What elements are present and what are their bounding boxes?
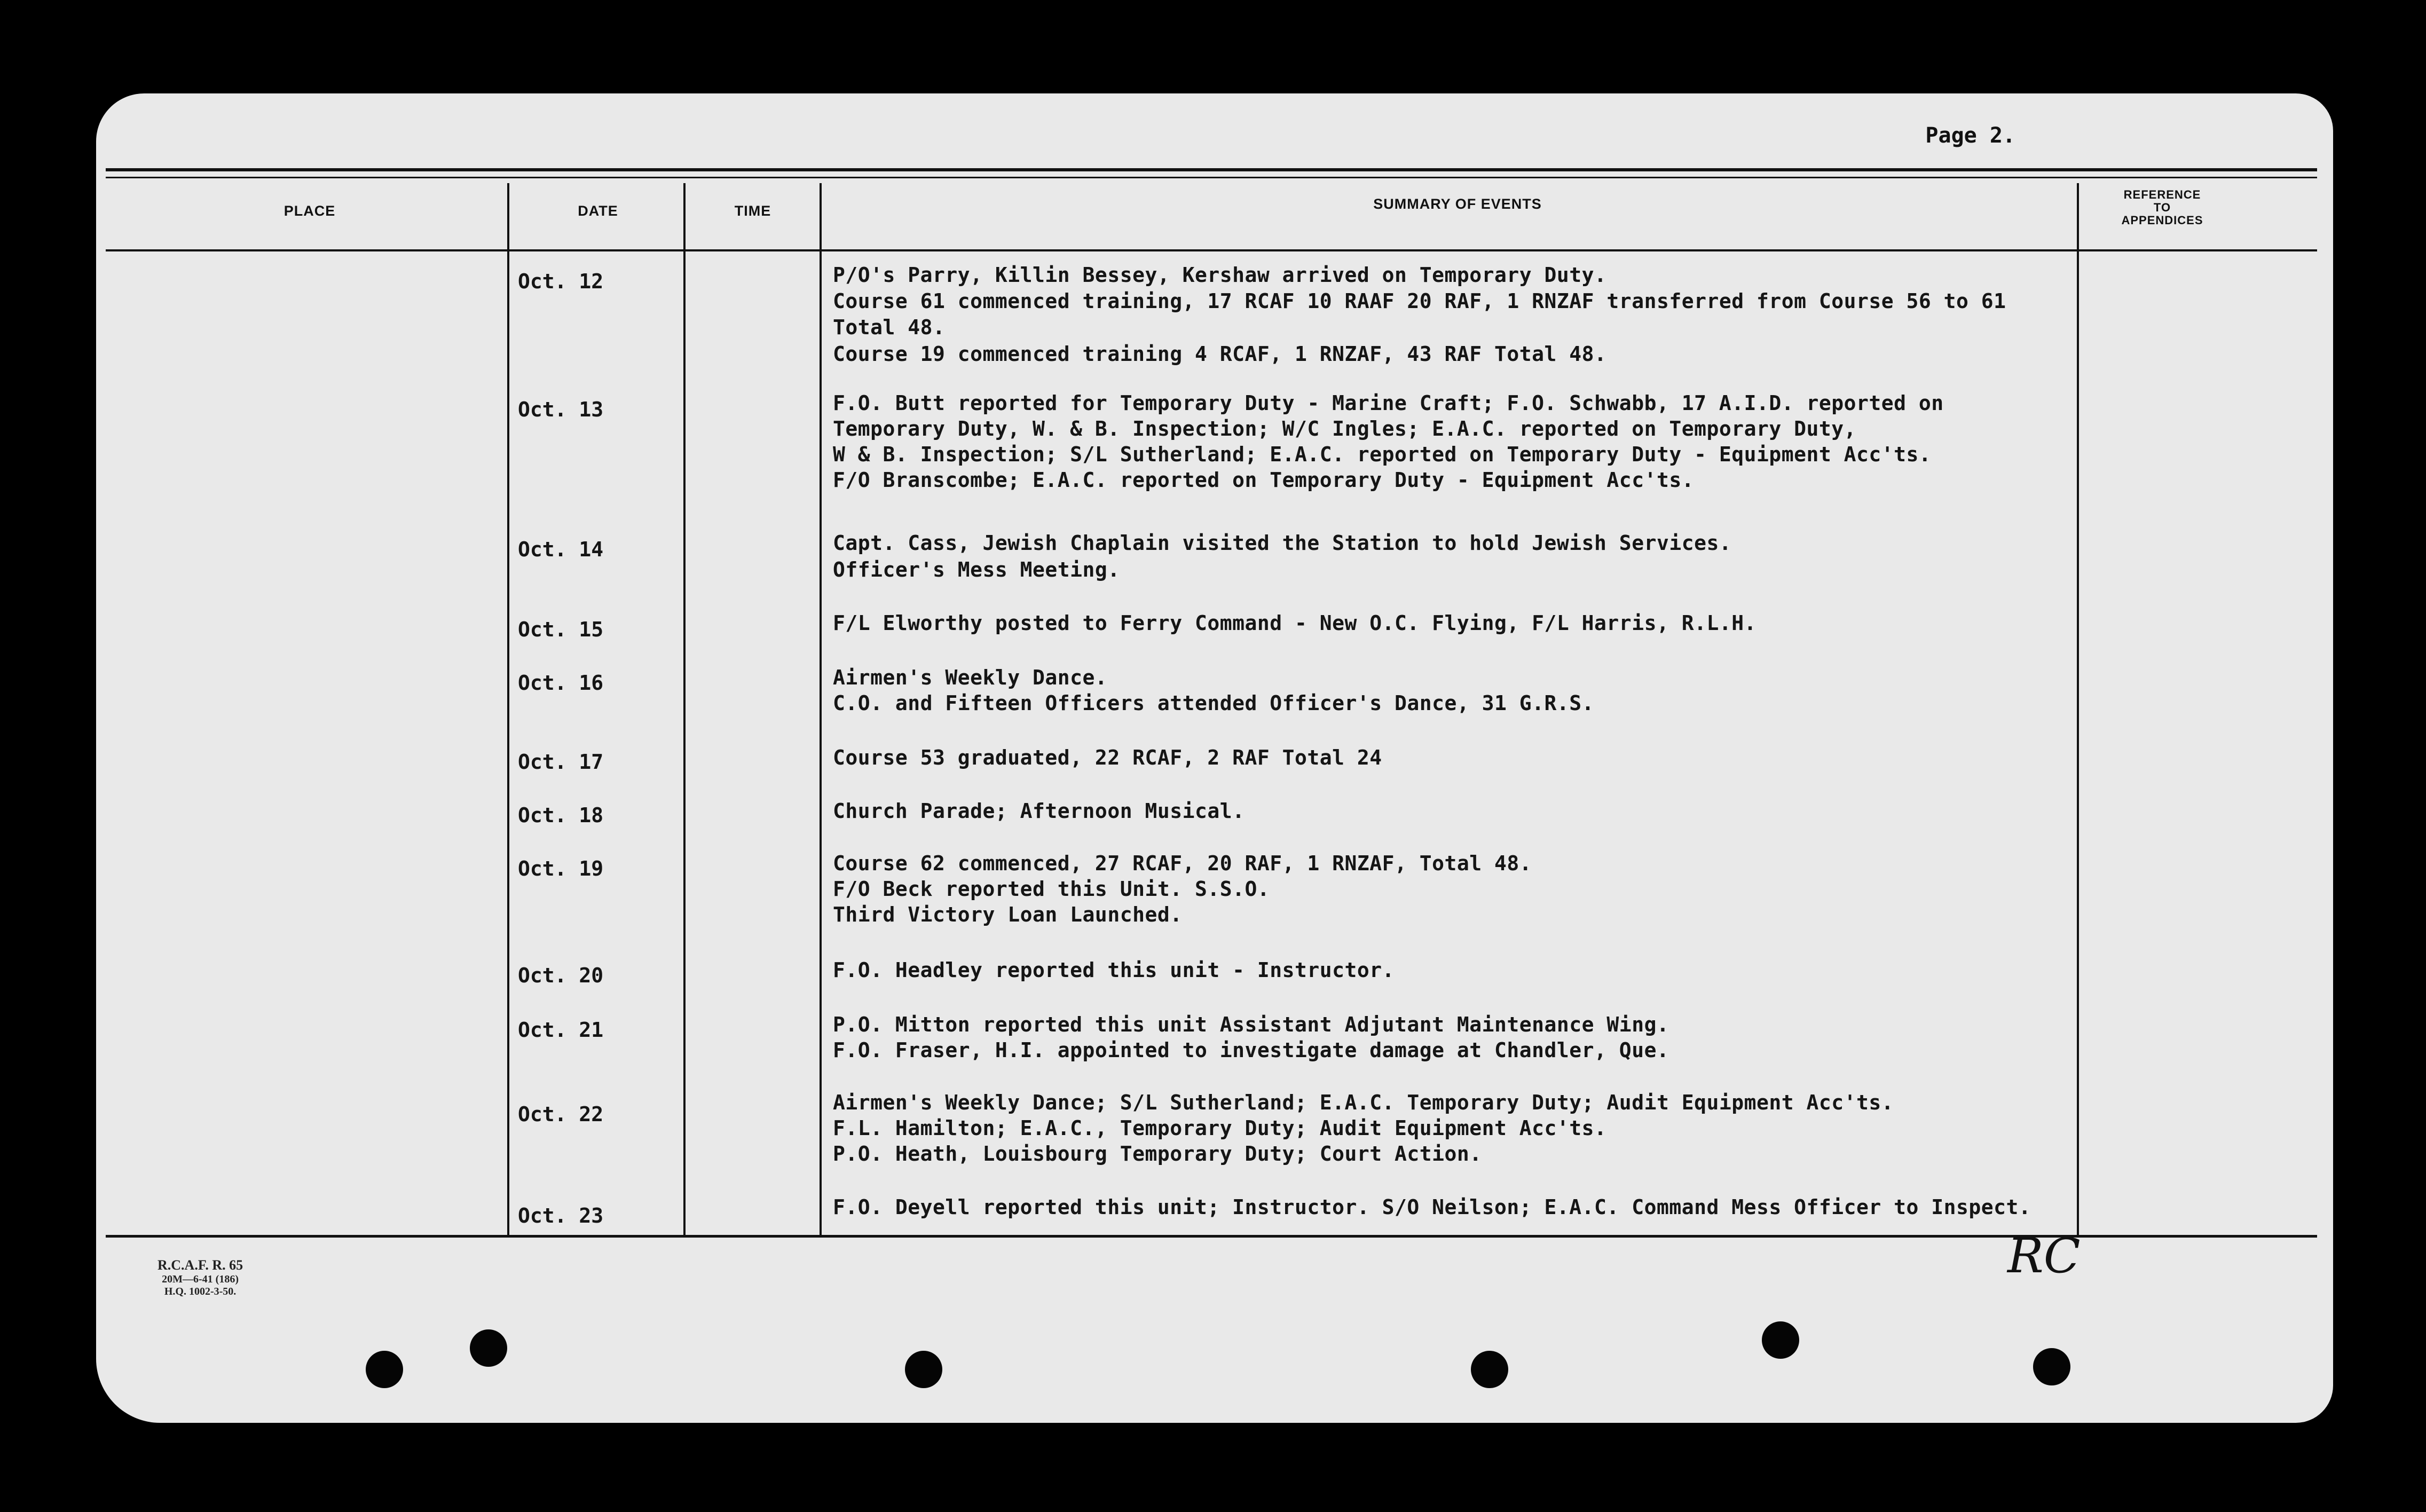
header-date: DATE — [578, 203, 618, 219]
entry-line: F.O. Headley reported this unit - Instructor. — [833, 958, 1395, 982]
entry-line: P.O. Heath, Louisbourg Temporary Duty; Court Action. — [833, 1142, 1482, 1166]
page-number: Page 2. — [1925, 123, 2015, 148]
entry-line: Temporary Duty, W. & B. Inspection; W/C Ingles; E.A.C. reported on Temporary Duty, — [833, 417, 1856, 440]
entry-line: Officer's Mess Meeting. — [833, 558, 1120, 581]
entry-line: F.O. Deyell reported this unit; Instructor. S/O Neilson; E.A.C. Command Mess Officer to Inspect. — [833, 1195, 2031, 1219]
entry-date: Oct. 12 — [518, 270, 604, 293]
entry-line: Course 53 graduated, 22 RCAF, 2 RAF Total 24 — [833, 746, 1382, 769]
bottom-rule — [106, 1235, 2317, 1238]
punch-hole — [2033, 1348, 2070, 1385]
entry-line: F.L. Hamilton; E.A.C., Temporary Duty; Audit Equipment Acc'ts. — [833, 1116, 1607, 1140]
punch-hole — [470, 1329, 507, 1367]
column-divider-summary — [2077, 183, 2079, 1236]
entry-date: Oct. 20 — [518, 964, 604, 987]
entry-line: F/O Beck reported this Unit. S.S.O. — [833, 877, 1270, 901]
entry-line: F.O. Fraser, H.I. appointed to investigate damage at Chandler, Que. — [833, 1038, 1669, 1062]
entry-line: Third Victory Loan Launched. — [833, 903, 1183, 926]
entry-line: Course 19 commenced training 4 RCAF, 1 RNZAF, 43 RAF Total 48. — [833, 342, 1607, 366]
handwritten-initials: RC — [2007, 1228, 2081, 1284]
punch-hole — [1471, 1351, 1508, 1388]
entry-line: W & B. Inspection; S/L Sutherland; E.A.C. reported on Temporary Duty - Equipment Acc'ts. — [833, 443, 1932, 466]
entry-line: C.O. and Fifteen Officers attended Officer's Dance, 31 G.R.S. — [833, 691, 1595, 715]
entry-line: Total 48. — [833, 316, 946, 339]
entry-line: Course 62 commenced, 27 RCAF, 20 RAF, 1 RNZAF, Total 48. — [833, 852, 1532, 875]
entry-line: F/L Elworthy posted to Ferry Command - New O.C. Flying, F/L Harris, R.L.H. — [833, 611, 1757, 635]
column-divider-time — [820, 183, 822, 1236]
top-rule — [106, 168, 2317, 171]
entry-date: Oct. 14 — [518, 538, 604, 561]
header-time: TIME — [734, 203, 771, 219]
entry-line: P/O's Parry, Killin Bessey, Kershaw arrived on Temporary Duty. — [833, 263, 1607, 287]
entry-date: Oct. 18 — [518, 804, 604, 827]
entry-date: Oct. 22 — [518, 1102, 604, 1126]
punch-hole — [1762, 1321, 1799, 1359]
entry-line: Capt. Cass, Jewish Chaplain visited the Station to hold Jewish Services. — [833, 531, 1732, 555]
diary-form-card — [96, 93, 2333, 1423]
form-identifier: R.C.A.F. R. 65 20M—6-41 (186) H.Q. 1002-3-50. — [157, 1257, 243, 1297]
punch-hole — [905, 1351, 942, 1388]
entry-date: Oct. 19 — [518, 857, 604, 880]
entry-date: Oct. 16 — [518, 671, 604, 695]
column-divider-date — [683, 183, 686, 1236]
entry-date: Oct. 21 — [518, 1018, 604, 1042]
entry-line: Airmen's Weekly Dance. — [833, 666, 1108, 689]
entry-line: Church Parade; Afternoon Musical. — [833, 799, 1245, 823]
column-divider-place — [507, 183, 509, 1236]
entry-line: F/O Branscombe; E.A.C. reported on Temporary Duty - Equipment Acc'ts. — [833, 468, 1695, 492]
entry-date: Oct. 15 — [518, 618, 604, 641]
entry-line: P.O. Mitton reported this unit Assistant Adjutant Maintenance Wing. — [833, 1013, 1669, 1036]
header-place: PLACE — [283, 203, 336, 219]
header-reference: REFERENCE TO APPENDICES — [2121, 188, 2203, 227]
entry-date: Oct. 13 — [518, 398, 604, 421]
entry-line: F.O. Butt reported for Temporary Duty - Marine Craft; F.O. Schwabb, 17 A.I.D. reported on — [833, 391, 1944, 415]
entry-line: Airmen's Weekly Dance; S/L Sutherland; E.A.C. Temporary Duty; Audit Equipment Acc'ts. — [833, 1091, 1894, 1114]
top-rule-thin — [106, 177, 2317, 178]
punch-hole — [366, 1351, 403, 1388]
header-rule — [106, 249, 2317, 251]
header-summary: SUMMARY OF EVENTS — [1373, 196, 1542, 212]
entry-date: Oct. 17 — [518, 750, 604, 774]
entry-date: Oct. 23 — [518, 1204, 604, 1227]
entry-line: Course 61 commenced training, 17 RCAF 10 RAAF 20 RAF, 1 RNZAF transferred from Course 56 to 61 — [833, 289, 2006, 313]
